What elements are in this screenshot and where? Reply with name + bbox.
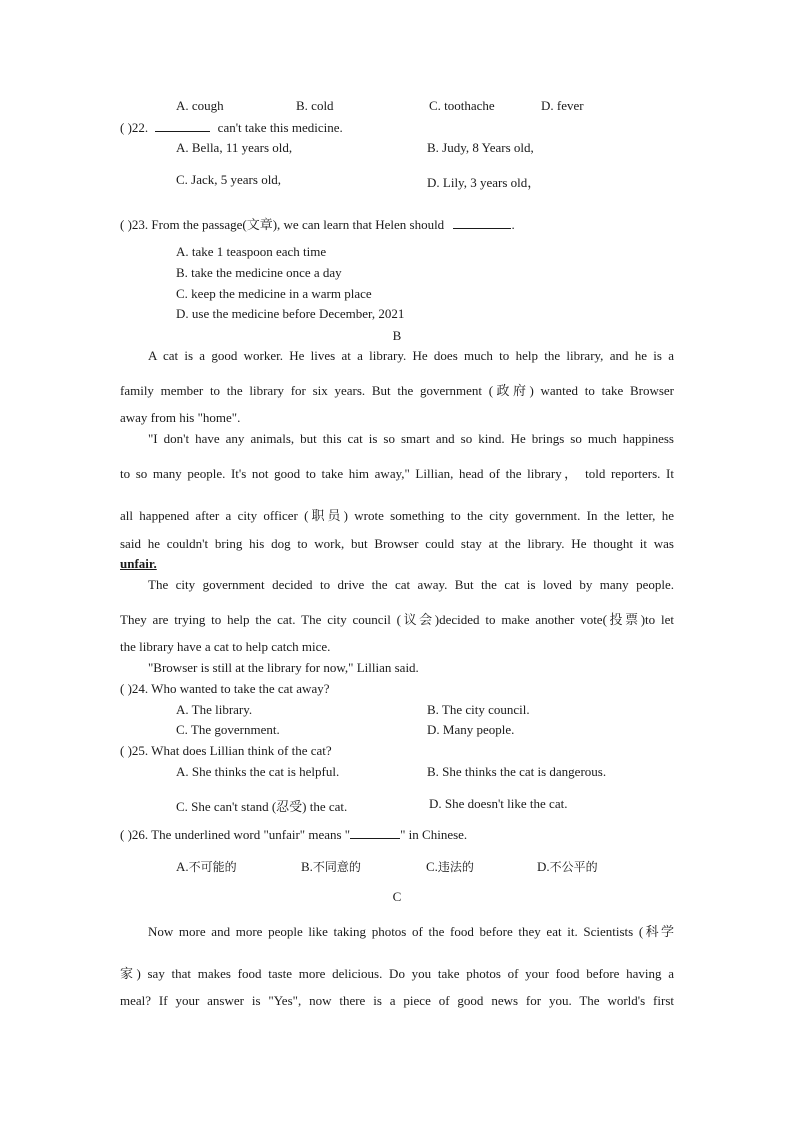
q23-option-c: C. keep the medicine in a warm place	[176, 286, 372, 301]
q24-option-a: A. The library.	[176, 702, 253, 717]
q21-option-c: C. toothache	[429, 98, 495, 113]
underlined-word-unfair: unfair.	[120, 556, 157, 571]
q21-option-a: A. cough	[176, 98, 224, 113]
passage-c-line: Now more and more people like taking photos of the food before they eat it. Scientists (科学	[148, 924, 674, 939]
q23-stem	[120, 214, 515, 233]
q21-option-b: B. cold	[296, 98, 334, 113]
q21-option-d: D. fever	[541, 98, 584, 113]
q25-option-a: A. She thinks the cat is helpful.	[176, 764, 340, 779]
passage-c-line: meal? If your answer is "Yes", now there is a piece of good news for you. The world's first	[120, 993, 674, 1008]
passage-b-line: away from his "home".	[120, 410, 241, 425]
q26-option-c-text: 违法的	[437, 860, 474, 874]
q23-option-b: B. take the medicine once a day	[176, 265, 342, 280]
q22-option-d: D. Lily, 3 years old，	[427, 175, 541, 190]
q26-stem-after: " in Chinese.	[400, 827, 468, 842]
q26-option-c-letter: C.	[426, 859, 438, 874]
passage-b-line: They are trying to help the cat. The city council (议会)decided to make another vote(投票)to let	[120, 612, 674, 627]
q26-option-a-letter: A.	[176, 859, 189, 874]
q24-option-c: C. The government.	[176, 722, 280, 737]
passage-b-line: "Browser is still at the library for now," Lillian said.	[148, 660, 419, 675]
section-c-heading: C	[392, 889, 402, 904]
q26-option-a	[176, 858, 237, 875]
q26-option-d	[537, 858, 598, 875]
passage-b-line: A cat is a good worker. He lives at a library. He does much to help the library, and he is a	[148, 348, 674, 363]
passage-b-line: to so many people. It's not good to take him away," Lillian, head of the library， told reporters. It	[120, 466, 674, 481]
q22-stem-after: can't take this medicine.	[217, 120, 343, 135]
q24-option-d: D. Many people.	[427, 722, 515, 737]
q22-option-b: B. Judy, 8 Years old,	[427, 140, 534, 155]
q23-bracket: ( )23. From the passage(文章), we can learn that Helen should	[120, 217, 445, 232]
passage-b-line: all happened after a city officer (职员) wrote something to the city government. In the letter, he	[120, 508, 674, 523]
q24-option-b: B. The city council.	[427, 702, 530, 717]
q26-option-d-text: 不公平的	[549, 860, 598, 874]
q25-option-b: B. She thinks the cat is dangerous.	[427, 764, 607, 779]
q22-blank[interactable]	[155, 119, 210, 132]
q25-option-d: D. She doesn't like the cat.	[429, 796, 568, 811]
q22-stem	[120, 119, 343, 136]
q26-option-b	[301, 858, 361, 875]
passage-b-line: "I don't have any animals, but this cat is so smart and so kind. He brings so much happiness	[148, 431, 674, 446]
q23-option-d: D. use the medicine before December, 2021	[176, 306, 405, 321]
q23-blank[interactable]	[453, 216, 511, 229]
passage-b-line: The city government decided to drive the cat away. But the cat is loved by many people.	[148, 577, 674, 592]
passage-b-line: said he couldn't bring his dog to work, but Browser could stay at the library. He thought it was	[120, 536, 674, 551]
q22-option-a: A. Bella, 11 years old,	[176, 140, 293, 155]
q26-stem	[120, 826, 467, 843]
q26-stem-before: ( )26. The underlined word "unfair" means "	[120, 827, 351, 842]
q26-option-b-text: 不同意的	[312, 860, 361, 874]
q26-option-d-letter: D.	[537, 859, 550, 874]
passage-b-line: family member to the library for six years. But the government (政府) wanted to take Browser	[120, 383, 674, 398]
q22-option-c: C. Jack, 5 years old,	[176, 172, 282, 187]
passage-b-line: the library have a cat to help catch mice.	[120, 639, 331, 654]
q23-end: .	[511, 217, 515, 232]
q22-bracket: ( )22.	[120, 120, 149, 135]
q26-option-b-letter: B.	[301, 859, 313, 874]
passage-c-line: 家) say that makes food taste more delicious. Do you take photos of your food before having a	[120, 966, 674, 981]
q26-option-c	[426, 858, 474, 875]
q26-option-a-text: 不可能的	[188, 860, 237, 874]
q26-blank[interactable]	[350, 826, 400, 839]
q25-stem: ( )25. What does Lillian think of the cat?	[120, 743, 332, 758]
q23-option-a: A. take 1 teaspoon each time	[176, 244, 327, 259]
section-b-heading: B	[392, 328, 402, 343]
q24-stem: ( )24. Who wanted to take the cat away?	[120, 681, 330, 696]
q25-option-c: C. She can't stand (忍受) the cat.	[176, 799, 348, 814]
